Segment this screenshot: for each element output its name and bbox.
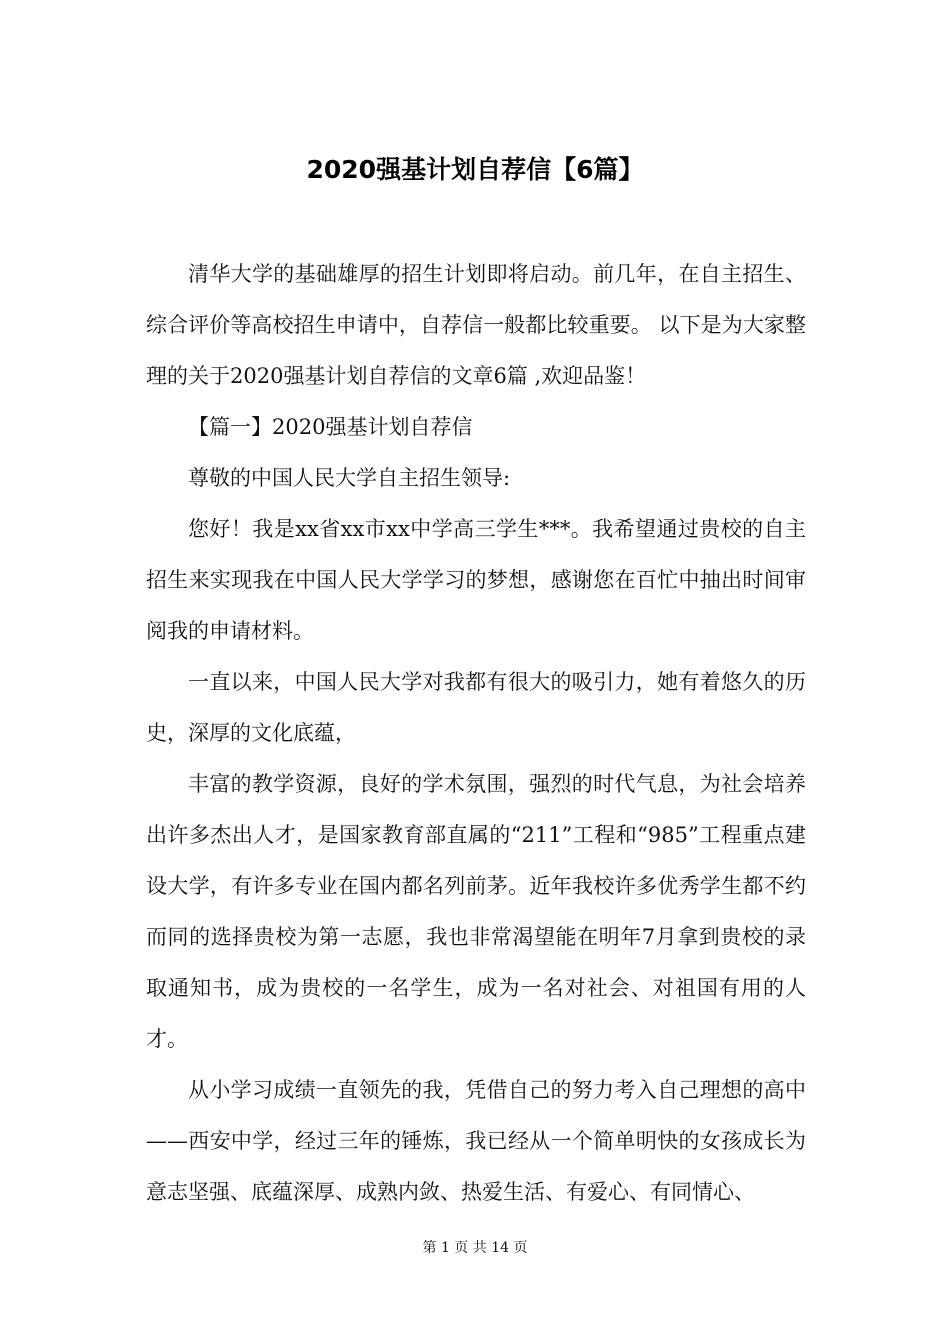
intro-paragraph: 清华大学的基础雄厚的招生计划即将启动。前几年，在自主招生、综合评价等高校招生申请中，自荐信一般都比较重要。 以下是为大家整理的关于2020强基计划自荐信的文章6篇 ,欢迎品鉴！ <box>146 262 806 388</box>
page-footer: 第 1 页 共 14 页 <box>422 1240 528 1256</box>
body-paragraph: 从小学习成绩一直领先的我，凭借自己的努力考入自己理想的高中——西安中学，经过三年的锤炼，我已经从一个简单明快的女孩成长为意志坚强、底蕴深厚、成熟内敛、热爱生活、有爱心、有同情心、 <box>146 1078 806 1204</box>
section-heading: 【篇一】2020强基计划自荐信 <box>188 415 473 439</box>
body-paragraph: 您好！我是xx省xx市xx中学高三学生***。我希望通过贵校的自主招生来实现我在中国人民大学学习的梦想，感谢您在百忙中抽出时间审阅我的申请材料。 <box>146 517 806 643</box>
salutation: 尊敬的中国人民大学自主招生领导: <box>188 466 511 490</box>
body-paragraph: 丰富的教学资源，良好的学术氛围，强烈的时代气息，为社会培养出许多杰出人才，是国家教育部直属的“211”工程和“985”工程重点建设大学，有许多专业在国内都名列前茅。近年我校许多优秀学生都不约而同的选择贵校为第一志愿，我也非常渴望能在明年7月拿到贵校的录取通知书，成为贵校的一名学生，成为一名对社会、对祖国有用的人才。 <box>146 772 806 1051</box>
document-title: 2020强基计划自荐信【6篇】 <box>306 155 644 184</box>
body-paragraph: 一直以来，中国人民大学对我都有很大的吸引力，她有着悠久的历史，深厚的文化底蕴， <box>146 670 806 745</box>
document-body <box>146 249 806 1218</box>
